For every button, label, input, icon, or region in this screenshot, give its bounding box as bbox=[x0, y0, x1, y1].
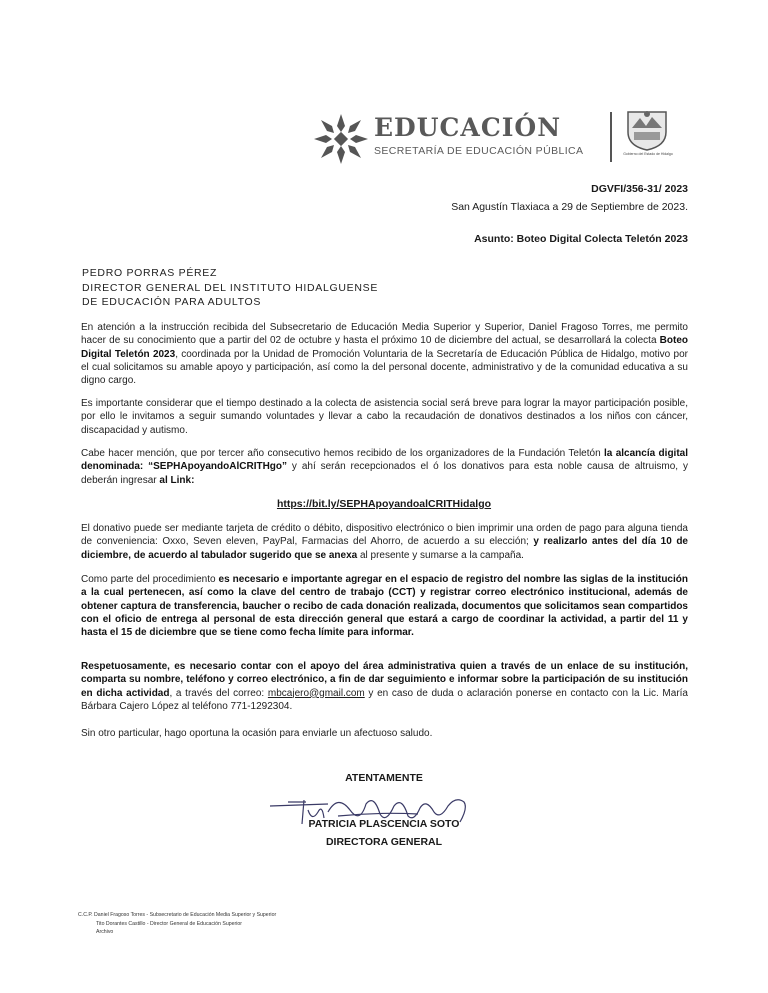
state-crest-icon bbox=[622, 108, 672, 152]
paragraph-4: El donativo puede ser mediante tarjeta de crédito o débito, dispositivo electrónico o bien imprimir una orden de pago para alguna tienda de conveniencia: Oxxo, Seven eleven, PayPal, Farmacias del Ahorro, de acuerdo a su elección; y realizarlo antes del día 10 de diciembre, de acuerdo al tabulador sugerido que se anexa al presente y sumarse a la campaña. bbox=[81, 523, 688, 561]
oficio-number: DGVFI/356-31/ 2023 bbox=[591, 183, 688, 195]
paragraph-6: Respetuosamente, es necesario contar con el apoyo del área administrativa quien a través de un enlace de su institución, comparta su nombre, teléfono y correo electrónico, a fin de dar seguimiento e informar sobre la participación de su institución en dicha actividad, a través del correo: mbcajero@gmail.com y en caso de duda o aclaración ponerse en contacto con la Lic. María Bárbara Cajero López al teléfono 771-1292304. bbox=[81, 661, 688, 712]
brand-title: EDUCACIÓN bbox=[374, 113, 562, 142]
closing-attentively: ATENTAMENTE bbox=[345, 772, 423, 784]
subject-line: Asunto: Boteo Digital Colecta Teletón 2023 bbox=[474, 233, 688, 245]
recipient-institution: DE EDUCACIÓN PARA ADULTOS bbox=[82, 296, 262, 308]
brand bbox=[374, 114, 583, 157]
ccp-line-3: Archivo bbox=[96, 929, 114, 935]
recipient-name: PEDRO PORRAS PÉREZ bbox=[82, 267, 218, 279]
signer-role: DIRECTORA GENERAL bbox=[325, 836, 443, 848]
paragraph-2: Es importante considerar que el tiempo destinado a la colecta de asistencia social será breve para lograr la mayor participación posible, por ello le invitamos a seguir sumando voluntades y llevar a cabo la recaudación de donativos destinados a los niños con cáncer, discapacidad y autismo. bbox=[81, 398, 688, 436]
ccp-line-1: C.C.P. Daniel Fragoso Torres - Subsecretario de Educación Media Superior y Superior bbox=[78, 912, 277, 918]
ccp-block bbox=[78, 911, 276, 937]
paragraph-3: Cabe hacer mención, que por tercer año consecutivo hemos recibido de los organizadores de la Fundación Teletón la alcancía digital denominada: “SEPHApoyandoAlCRITHgo” y ahí serán recepcionados el ó los donativos para esta noble causa de altruismo, y deberán ingresar al Link: bbox=[81, 448, 688, 486]
recipient-title: DIRECTOR GENERAL DEL INSTITUTO HIDALGUENSE bbox=[82, 281, 379, 294]
ccp-line-2: Tito Dorantes Castillo - Director General de Educación Superior bbox=[96, 920, 242, 927]
paragraph-1: En atención a la instrucción recibida del Subsecretario de Educación Media Superior y Superior, Daniel Fragoso Torres, me permito hacer de su conocimiento que a partir del 02 de octubre y hasta el próximo 10 de diciembre del actual, se desarrollará la colecta Boteo Digital Teletón 2023, coordinada por la Unidad de Promoción Voluntaria de la Secretaría de Educación Pública de Hidalgo, motivo por el cual solicitamos su amable apoyo y participación, así como la del personal docente, administrativo y de la comunidad educativa a su digno cargo. bbox=[81, 322, 688, 387]
contact-email[interactable]: mbcajero@gmail.com bbox=[267, 687, 365, 699]
brand-subtitle: SECRETARÍA DE EDUCACIÓN PÚBLICA bbox=[374, 145, 584, 157]
crest-caption: Gobierno del Estado de Hidalgo bbox=[623, 152, 673, 156]
place-date: San Agustín Tlaxiaca a 29 de Septiembre de 2023. bbox=[451, 201, 688, 213]
paragraph-7: Sin otro particular, hago oportuna la ocasión para enviarle un afectuoso saludo. bbox=[81, 728, 433, 739]
signer-name: PATRICIA PLASCENCIA SOTO bbox=[308, 818, 460, 830]
donation-link[interactable]: https://bit.ly/SEPHApoyandoalCRITHidalgo bbox=[276, 498, 492, 510]
header-divider bbox=[610, 112, 612, 162]
star-logo-icon bbox=[312, 112, 370, 166]
paragraph-5: Como parte del procedimiento es necesario e importante agregar en el espacio de registro del nombre las siglas de la institución a la cual pertenecen, así como la clave del centro de trabajo (CCT) y registrar correo electrónico institucional, además de obtener captura de transferencia, baucher o recibo de cada donación realizada, documentos que solicitamos sean compartidos con el oficio de entrega al personal de esta dirección general que estará a cargo de coordinar la actividad, a partir del 11 y hasta el 15 de diciembre que se tiene como fecha límite para informar. bbox=[81, 574, 688, 639]
recipient-block bbox=[82, 266, 378, 310]
